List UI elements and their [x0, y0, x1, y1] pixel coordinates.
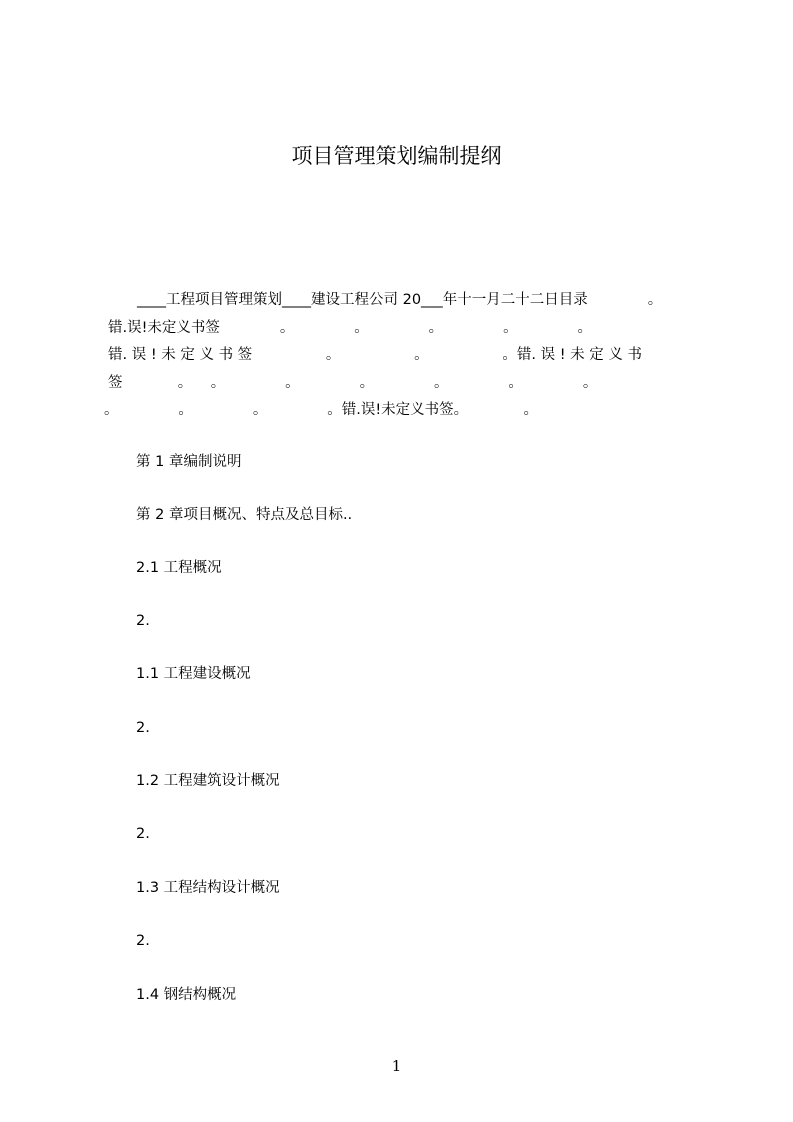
toc-entry-1-2: 1.2 工程建筑设计概况 — [136, 773, 280, 789]
intro-line-3: 错. 误 ! 未 定 义 书 签 。 。 。错. 误 ! 未 定 义 书 — [108, 347, 642, 363]
toc-entry-fragment: 2. — [136, 826, 150, 842]
toc-entry-chapter-1: 第 1 章编制说明 — [136, 454, 242, 470]
intro-line-1: ____工程项目管理策划____建设工程公司 20___年十一月二十二日目录 。 — [137, 292, 663, 308]
toc-entry-chapter-2: 第 2 章项目概况、特点及总目标.. — [136, 507, 353, 523]
toc-entry-1-4: 1.4 钢结构概况 — [136, 987, 237, 1003]
toc-entry-fragment: 2. — [136, 613, 150, 629]
intro-line-5: 。 。 。 。错.误!未定义书签。 。 — [104, 402, 538, 418]
page-number: 1 — [391, 1057, 402, 1075]
intro-line-2: 错.误!未定义书签 。 。 。 。 。 — [108, 320, 593, 336]
toc-entry-fragment: 2. — [136, 720, 150, 736]
intro-line-4: 签 。 。 。 。 。 。 。 — [108, 375, 598, 391]
document-title: 项目管理策划编制提纲 — [291, 144, 502, 168]
toc-entry-1-1: 1.1 工程建设概况 — [136, 666, 251, 682]
toc-entry-1-3: 1.3 工程结构设计概况 — [136, 880, 280, 896]
toc-entry-fragment: 2. — [136, 933, 150, 949]
toc-entry-2-1: 2.1 工程概况 — [136, 560, 222, 576]
